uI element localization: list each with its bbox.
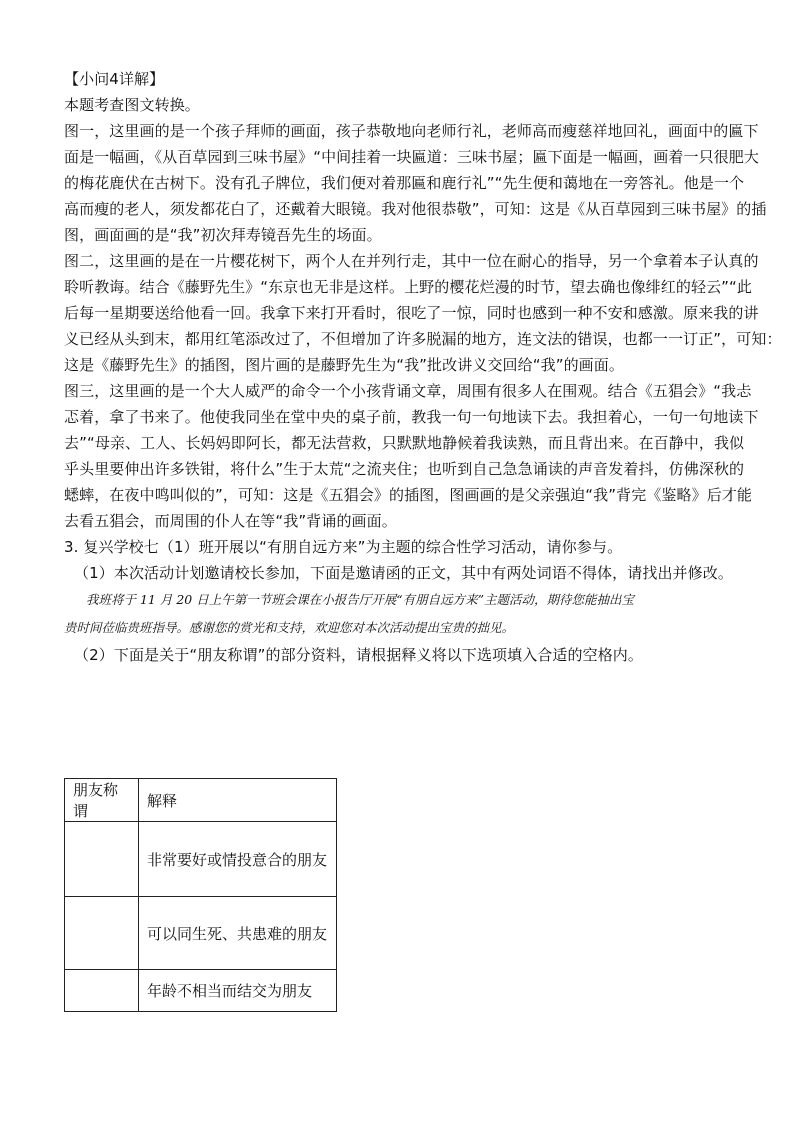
table-row bbox=[65, 970, 337, 1012]
intro-text: 本题考查图文转换。 bbox=[64, 96, 200, 114]
paragraph-line: 图二，这里画的是在一片樱花树下，两个人在并列行走，其中一位在耐心的指导，另一个拿着本子认真的 bbox=[64, 252, 759, 270]
paragraph-line: 忑着，拿了书来了。他使我同坐在堂中央的桌子前，教我一句一句地读下去。我担着心，一句一句地读下 bbox=[64, 408, 759, 426]
paragraph-line: 面是一幅画，《从百草园到三味书屋》“中间挂着一块匾道：三味书屋；匾下面是一幅画，画着一只很肥大 bbox=[64, 148, 759, 166]
term-blank-cell[interactable] bbox=[65, 970, 139, 1012]
paragraph-line: 蟋蟀，在夜中鸣叫似的”，可知：这是《五猖会》的插图，图画画的是父亲强迫“我”背完《鉴略》后才能 bbox=[64, 486, 753, 504]
paragraph-line: 这是《藤野先生》的插图，图片画的是藤野先生为“我”批改讲义交回给“我”的画面。 bbox=[64, 356, 624, 374]
document-body bbox=[64, 66, 782, 668]
paragraph-line: 图，画面画的是“我”初次拜寿镜吾先生的场面。 bbox=[64, 226, 382, 244]
header-explanation: 解释 bbox=[139, 779, 337, 822]
explanation-cell: 可以同生死、共患难的朋友 bbox=[139, 897, 337, 970]
paragraph-line: 图一，这里画的是一个孩子拜师的画面，孩子恭敬地向老师行礼，老师高而瘦慈祥地回礼，画面中的匾下 bbox=[64, 122, 759, 140]
paragraph-figure-1 bbox=[64, 118, 767, 248]
explanation-cell: 非常要好或情投意合的朋友 bbox=[139, 822, 337, 897]
sub-question-2: （2）下面是关于“朋友称谓”的部分资料，请根据释义将以下选项填入合适的空格内。 bbox=[74, 646, 643, 664]
paragraph-line: 的梅花鹿伏在古树下。没有孔子牌位，我们便对着那匾和鹿行礼”“先生便和蔼地在一旁答礼。他是一个 bbox=[64, 174, 745, 192]
paragraph-line: 图三，这里画的是一个大人威严的命令一个小孩背诵文章，周围有很多人在围观。结合《五猖会》“我忐 bbox=[64, 382, 752, 400]
invitation-line: 我班将于 11 月 20 日上午第一节班会课在小报告厅开展“有朋自远方来”主题活动，期待您能抽出宝 bbox=[86, 592, 634, 607]
header-term: 朋友称谓 bbox=[65, 779, 139, 822]
paragraph-line: 去”“母亲、工人、长妈妈即阿长，都无法营救，只默默地静候着我读熟，而且背出来。在百静中，我似 bbox=[64, 434, 745, 452]
explanation-cell: 年龄不相当而结交为朋友 bbox=[139, 970, 337, 1012]
invitation-line: 贵时间莅临贵班指导。感谢您的赏光和支持，欢迎您对本次活动提出宝贵的拙见。 bbox=[64, 620, 515, 635]
section-label: 【小问4详解】 bbox=[64, 70, 165, 88]
paragraph-line: 后每一星期要送给他看一回。我拿下来打开看时，很吃了一惊，同时也感到一种不安和感激。原来我的讲 bbox=[64, 304, 759, 322]
paragraph-line: 义已经从头到末，都用红笔添改过了，不但增加了许多脱漏的地方，连文法的错误，也都一一订正”，可知： bbox=[64, 330, 782, 348]
sub-question-1: （1）本次活动计划邀请校长参加，下面是邀请函的正文，其中有两处词语不得体，请找出并修改。 bbox=[74, 564, 733, 582]
term-blank-cell[interactable] bbox=[65, 822, 139, 897]
paragraph-line: 乎头里要伸出许多铁钳，将什么”生于太荒“之流夹住；也听到自己急急诵读的声音发着抖，仿佛深秋的 bbox=[64, 460, 745, 478]
table-header-row bbox=[65, 779, 337, 822]
paragraph-line: 聆听教诲。结合《藤野先生》“东京也无非是这样。上野的樱花烂漫的时节，望去确也像绯红的轻云”“此 bbox=[64, 278, 753, 296]
question-3-title: 3. 复兴学校七（1）班开展以“有朋自远方来”为主题的综合性学习活动，请你参与。 bbox=[64, 538, 623, 556]
term-blank-cell[interactable] bbox=[65, 897, 139, 970]
invitation-text bbox=[64, 586, 734, 642]
table-row bbox=[65, 897, 337, 970]
friend-terms-table bbox=[64, 778, 337, 1012]
paragraph-line: 高而瘦的老人，须发都花白了，还戴着大眼镜。我对他很恭敬”，可知：这是《从百草园到三味书屋》的插 bbox=[64, 200, 767, 218]
paragraph-figure-2 bbox=[64, 248, 782, 378]
paragraph-figure-3 bbox=[64, 378, 759, 534]
paragraph-line: 去看五猖会，而周围的仆人在等“我”背诵的画面。 bbox=[64, 512, 397, 530]
table-row bbox=[65, 822, 337, 897]
